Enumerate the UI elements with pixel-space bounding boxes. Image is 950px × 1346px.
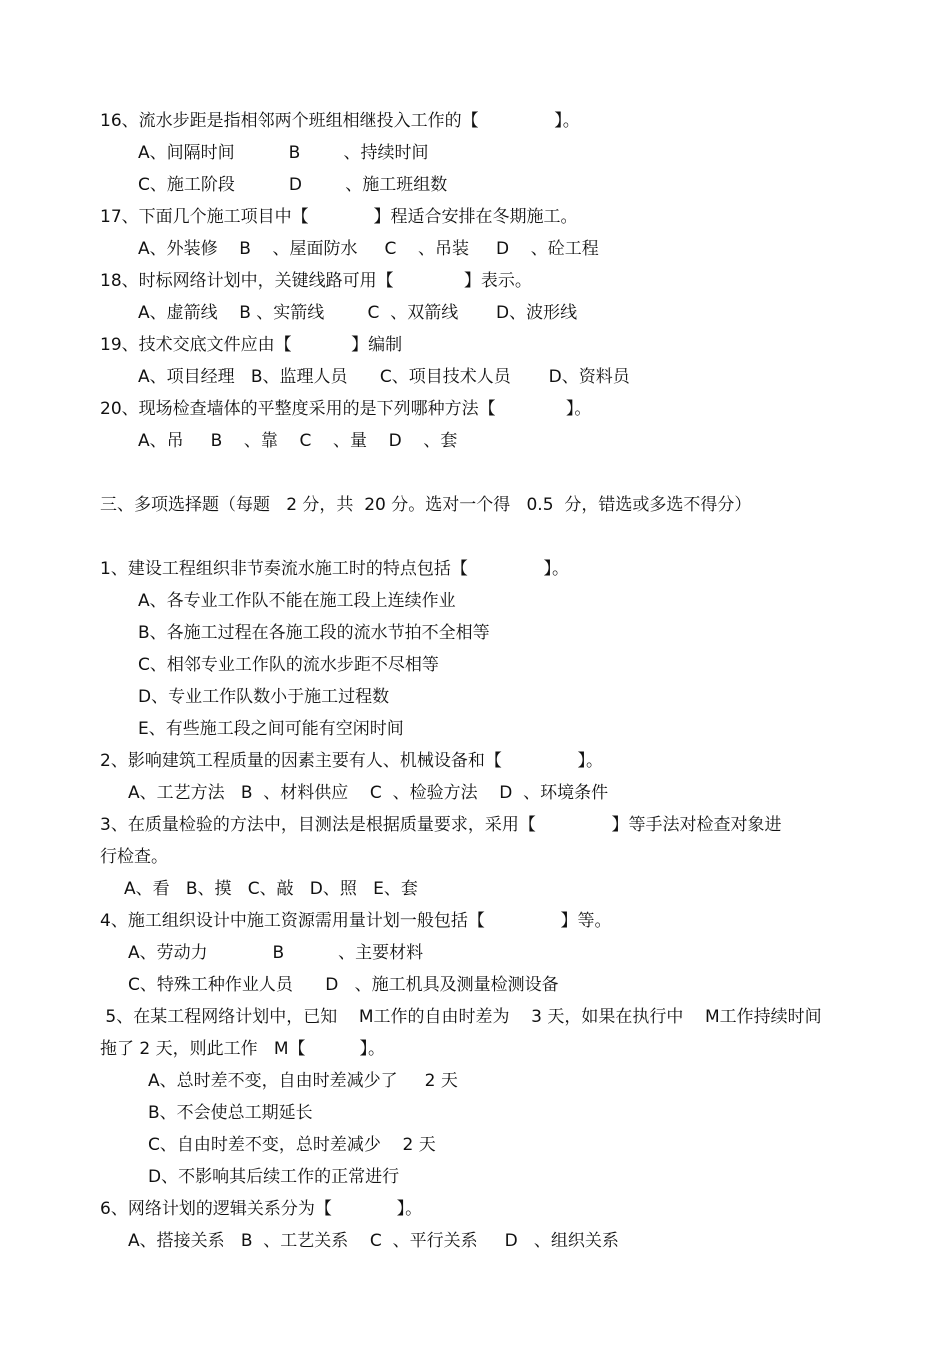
- mc1-option-b: B、各施工过程在各施工段的流水节拍不全相等: [138, 623, 490, 643]
- mc-question-6: 6、网络计划的逻辑关系分为【 】。: [100, 1199, 423, 1219]
- mc3-options: A、看 B、摸 C、敲 D、照 E、套: [124, 879, 418, 899]
- mc5-option-b: B、不会使总工期延长: [148, 1103, 313, 1123]
- mc-question-1: 1、建设工程组织非节奏流水施工时的特点包括【 】。: [100, 559, 569, 579]
- q18-options: A、虚箭线 B 、实箭线 C 、双箭线 D、波形线: [138, 303, 578, 323]
- q16-options-ab: A、间隔时间 B 、持续时间: [138, 143, 429, 163]
- mc5-option-a: A、总时差不变，自由时差减少了 2 天: [148, 1071, 458, 1091]
- mc-question-4: 4、施工组织设计中施工资源需用量计划一般包括【 】等。: [100, 911, 612, 931]
- question-19: 19、技术交底文件应由【 】编制: [100, 335, 403, 355]
- mc-question-5-line2: 拖了 2 天，则此工作 M【 】。: [100, 1039, 386, 1059]
- mc1-option-a: A、各专业工作队不能在施工段上连续作业: [138, 591, 456, 611]
- mc5-option-d: D、不影响其后续工作的正常进行: [148, 1167, 400, 1187]
- question-16: 16、流水步距是指相邻两个班组相继投入工作的【 】。: [100, 111, 580, 131]
- mc1-option-e: E、有些施工段之间可能有空闲时间: [138, 719, 404, 739]
- mc6-options: A、搭接关系 B 、工艺关系 C 、平行关系 D 、组织关系: [128, 1231, 619, 1251]
- question-17: 17、下面几个施工项目中【 】程适合安排在冬期施工。: [100, 207, 578, 227]
- mc5-option-c: C、自由时差不变，总时差减少 2 天: [148, 1135, 436, 1155]
- mc-question-3-line1: 3、在质量检验的方法中，目测法是根据质量要求，采用【 】等手法对检查对象进: [100, 815, 782, 835]
- q16-options-cd: C、施工阶段 D 、施工班组数: [138, 175, 448, 195]
- mc-question-3-line2: 行检查。: [100, 847, 168, 867]
- q19-options: A、项目经理 B、监理人员 C、项目技术人员 D、资料员: [138, 367, 630, 387]
- mc1-option-d: D、专业工作队数小于施工过程数: [138, 687, 390, 707]
- mc1-option-c: C、相邻专业工作队的流水步距不尽相等: [138, 655, 439, 675]
- q17-options: A、外装修 B 、屋面防水 C 、吊装 D 、砼工程: [138, 239, 599, 259]
- mc-question-2: 2、影响建筑工程质量的因素主要有人、机械设备和【 】。: [100, 751, 603, 771]
- question-18: 18、时标网络计划中，关键线路可用【 】表示。: [100, 271, 532, 291]
- mc4-options-ab: A、劳动力 B 、主要材料: [128, 943, 424, 963]
- mc4-options-cd: C、特殊工种作业人员 D 、施工机具及测量检测设备: [128, 975, 559, 995]
- mc-question-5-line1: 5、在某工程网络计划中，已知 M工作的自由时差为 3 天，如果在执行中 M工作持续时间: [100, 1007, 822, 1027]
- section-heading-multiple-choice: 三、多项选择题（每题 2 分，共 20 分。选对一个得 0.5 分，错选或多选不得分）: [100, 495, 752, 515]
- mc2-options: A、工艺方法 B 、材料供应 C 、检验方法 D 、环境条件: [128, 783, 609, 803]
- q20-options: A、吊 B 、靠 C 、量 D 、套: [138, 431, 458, 451]
- question-20: 20、现场检查墙体的平整度采用的是下列哪种方法【 】。: [100, 399, 592, 419]
